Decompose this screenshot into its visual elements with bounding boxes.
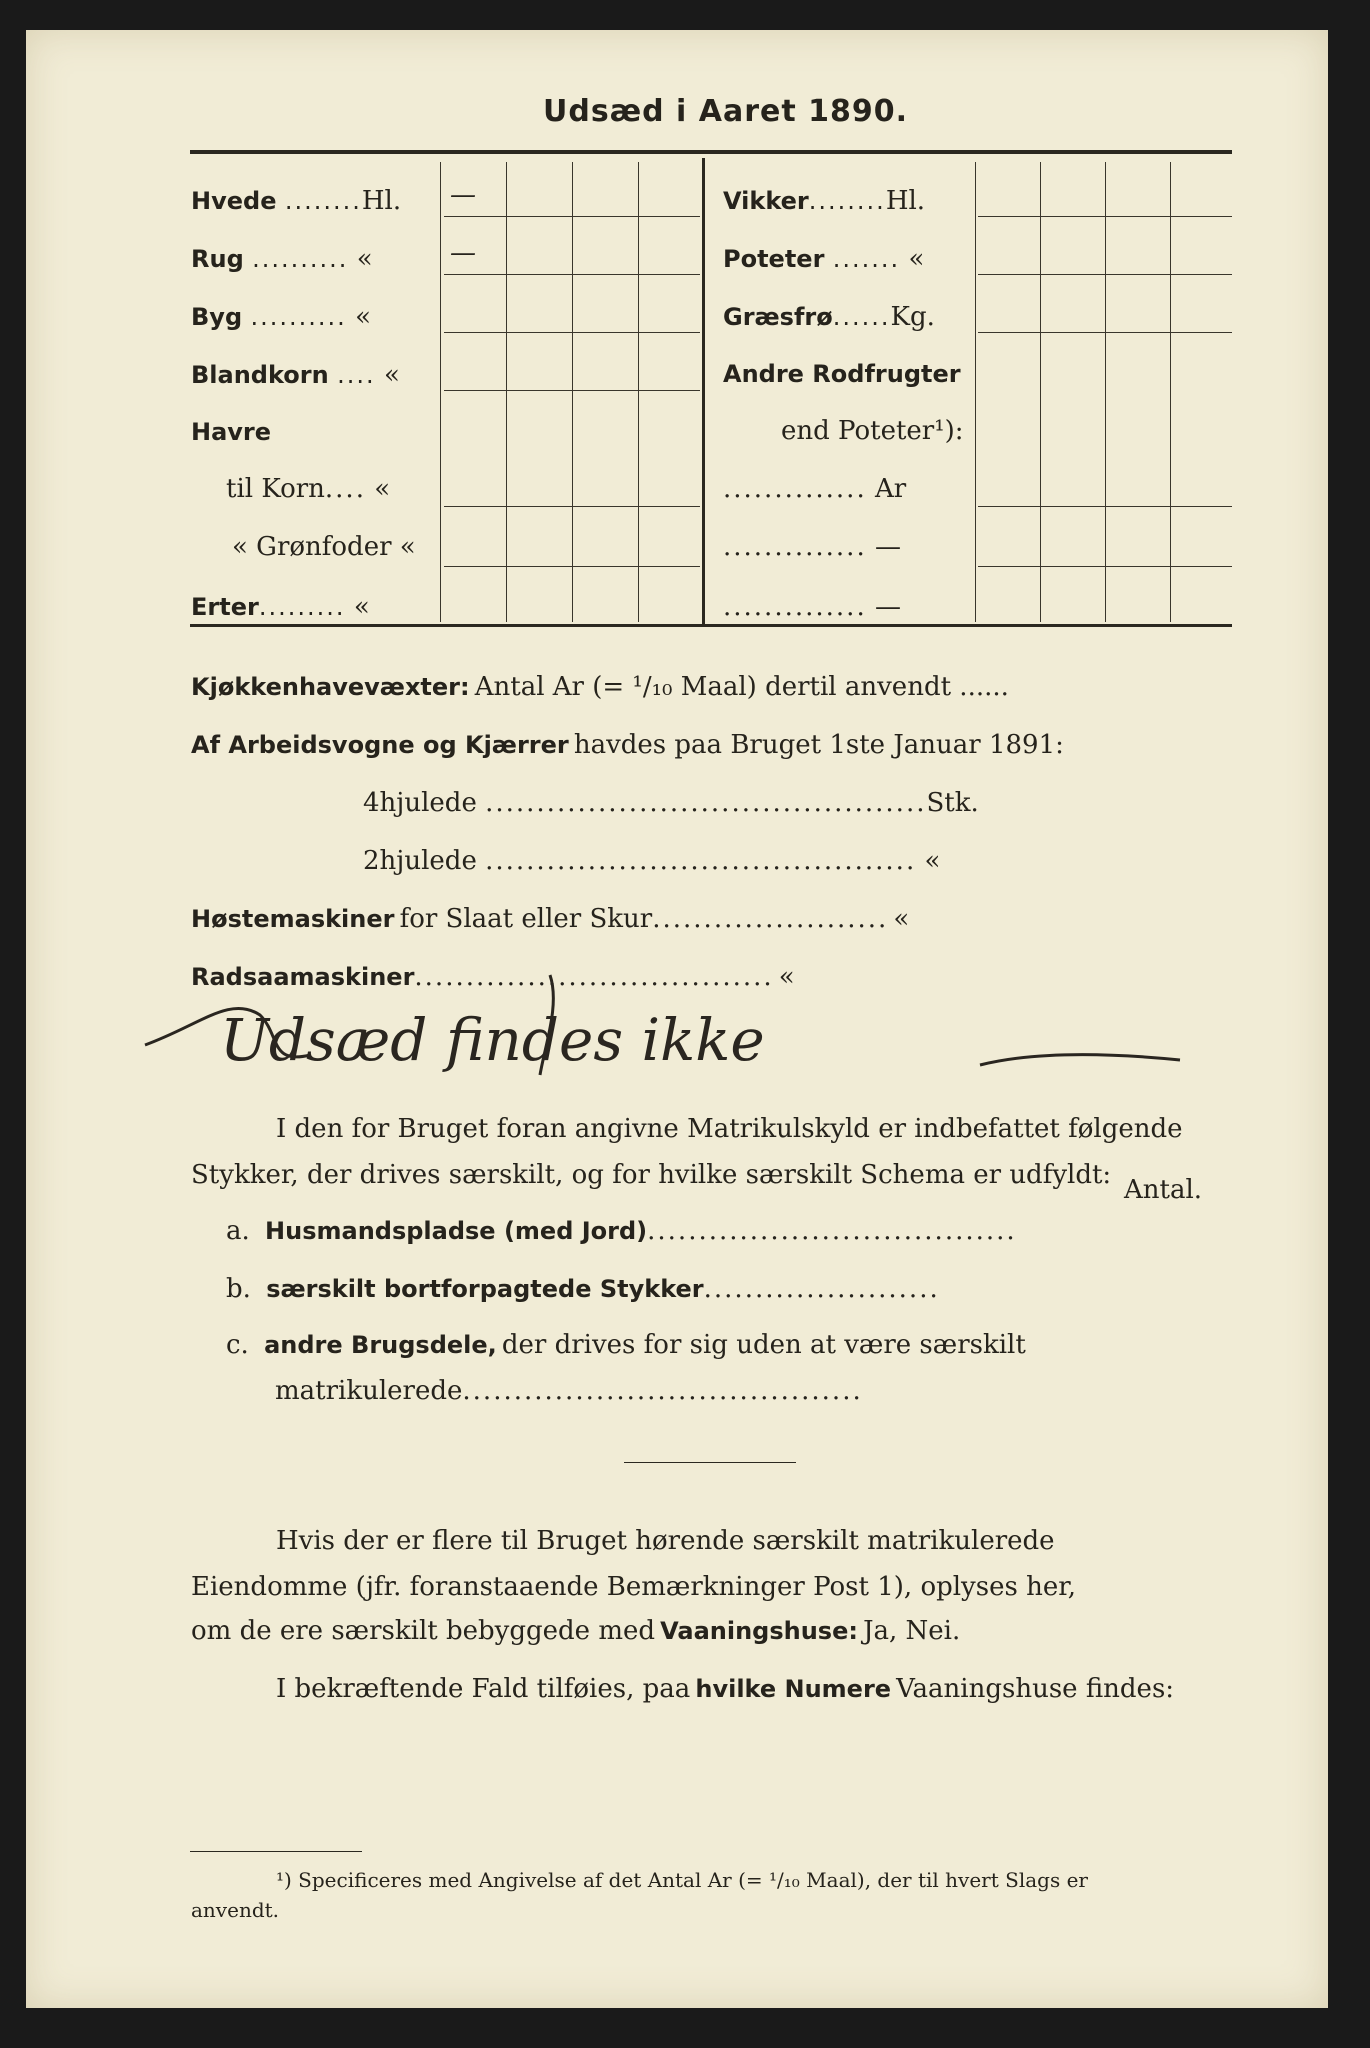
row-line xyxy=(978,216,1232,217)
hjulede-2-line: 2hjulede .......................................... « xyxy=(363,846,941,876)
row-line xyxy=(444,274,700,275)
crop-blank-row: .............. — xyxy=(723,532,901,562)
table-top-rule xyxy=(190,150,1232,154)
hjulede-4-line: 4hjulede ...........................................Stk. xyxy=(363,788,979,818)
radsaamaskiner-line: Radsaamaskiner................................... « xyxy=(191,962,795,992)
row-line xyxy=(444,566,700,567)
arbeidsvogne-line: Af Arbeidsvogne og Kjærrer havdes paa Bruget 1ste Januar 1891: xyxy=(191,730,1064,760)
crop-label-poteter: Poteter ....... « xyxy=(723,244,925,274)
row-line xyxy=(978,506,1232,507)
crop-label-rug: Rug .......... « xyxy=(191,244,373,274)
item-c: c. andre Brugsdele, der drives for sig uden at være særskilt xyxy=(226,1330,1026,1360)
crop-label-gronfoder: « Grønfoder « xyxy=(232,532,416,562)
antal-label: Antal. xyxy=(1124,1175,1203,1205)
item-a: a. Husmandspladse (med Jord).................................... xyxy=(226,1216,1017,1246)
row-line xyxy=(444,390,700,391)
crop-label-andre-rodfrugter: Andre Rodfrugter xyxy=(723,360,961,388)
footnote-line-1: ¹) Specificeres med Angivelse af det Antal Ar (= ¹/₁₀ Maal), der til hvert Slags er xyxy=(276,1868,1088,1892)
crop-label-til-korn: til Korn.... « xyxy=(226,474,391,504)
table-center-divider xyxy=(702,158,705,624)
crop-label-blandkorn: Blandkorn .... « xyxy=(191,360,400,390)
table-bottom-rule xyxy=(190,624,1232,627)
hvis-line-1: Hvis der er flere til Bruget hørende særskilt matrikulerede xyxy=(276,1526,1055,1556)
crop-label-end-poteter: end Poteter¹): xyxy=(781,416,964,446)
crop-label-hvede: Hvede ........Hl. xyxy=(191,186,402,216)
footnote-rule xyxy=(190,1851,362,1852)
grid-line xyxy=(1040,162,1041,622)
crop-label-erter: Erter......... « xyxy=(191,592,370,622)
handwritten-dash: — xyxy=(450,180,476,210)
grid-line xyxy=(572,162,573,622)
crop-label-byg: Byg .......... « xyxy=(191,302,372,332)
grid-line xyxy=(638,162,639,622)
hostemaskiner-line: Høstemaskiner for Slaat eller Skur....................... « xyxy=(191,904,910,934)
grid-line xyxy=(1105,162,1106,622)
crop-blank-row: .............. Ar xyxy=(723,474,907,504)
handwritten-dash: — xyxy=(450,238,476,268)
matrikel-line-2: Stykker, der drives særskilt, og for hvilke særskilt Schema er udfyldt: xyxy=(191,1160,1112,1190)
crop-label-vikker: Vikker........Hl. xyxy=(723,186,926,216)
item-c-continued: matrikulerede....................................... xyxy=(275,1376,863,1406)
row-line xyxy=(978,566,1232,567)
bekraeftende-line: I bekræftende Fald tilføies, paa hvilke Numere Vaaningshuse findes: xyxy=(276,1674,1175,1704)
section-separator xyxy=(624,1462,796,1463)
hvis-line-2: Eiendomme (jfr. foranstaaende Bemærkninger Post 1), oplyses her, xyxy=(191,1572,1077,1602)
row-line xyxy=(978,332,1232,333)
grid-line xyxy=(506,162,507,622)
matrikel-line-1: I den for Bruget foran angivne Matrikulskyld er indbefattet følgende xyxy=(276,1114,1183,1144)
kjokkenhave-line: Kjøkkenhavevæxter: Antal Ar (= ¹/₁₀ Maal) dertil anvendt ...... xyxy=(191,672,1009,702)
page-title: Udsæd i Aaret 1890. xyxy=(543,94,909,129)
row-line xyxy=(444,332,700,333)
row-line xyxy=(444,216,700,217)
crop-label-havre: Havre xyxy=(191,418,272,446)
grid-line xyxy=(440,162,441,622)
crop-blank-row: .............. — xyxy=(723,592,901,622)
row-line xyxy=(978,274,1232,275)
grid-line xyxy=(975,162,976,622)
item-b: b. særskilt bortforpagtede Stykker....................... xyxy=(226,1274,940,1304)
footnote-line-2: anvendt. xyxy=(191,1898,280,1922)
hvis-line-3: om de ere særskilt bebyggede med Vaaningshuse: Ja, Nei. xyxy=(191,1616,961,1646)
handwritten-entry xyxy=(140,955,1190,1105)
row-line xyxy=(444,506,700,507)
grid-line xyxy=(1170,162,1171,622)
crop-label-graesfro: Græsfrø......Kg. xyxy=(723,302,935,332)
handwritten-text: Udsæd findes ikke xyxy=(220,1006,765,1074)
